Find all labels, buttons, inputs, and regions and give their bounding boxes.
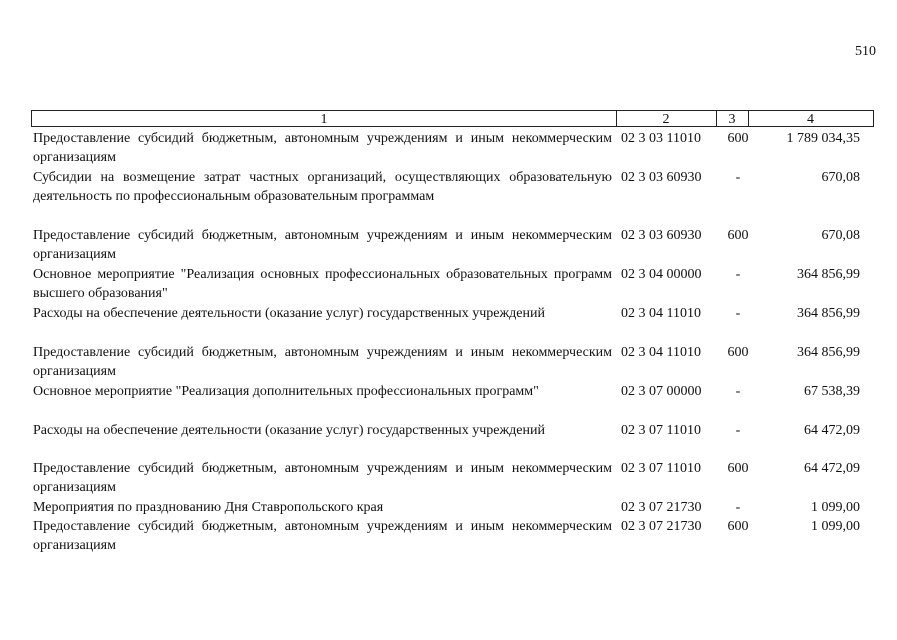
row-amount: 364 856,99	[797, 267, 860, 282]
row-type: -	[735, 423, 741, 438]
header-col-1: 1	[31, 110, 617, 127]
row-code: 02 3 03 60930	[621, 228, 702, 243]
row-amount: 670,08	[821, 170, 860, 185]
row-amount: 64 472,09	[804, 423, 860, 438]
row-type: -	[735, 267, 741, 282]
row-code: 02 3 07 11010	[621, 461, 701, 476]
row-type: 600	[727, 345, 749, 360]
row-description: Предоставление субсидий бюджетным, автономным учреждениям и иным некоммерческим организациям	[33, 345, 612, 379]
row-type: -	[735, 170, 741, 185]
row-amount: 364 856,99	[797, 306, 860, 321]
row-type: -	[735, 384, 741, 399]
row-amount: 64 472,09	[804, 461, 860, 476]
row-code: 02 3 07 11010	[621, 423, 701, 438]
row-amount: 670,08	[821, 228, 860, 243]
row-code: 02 3 07 21730	[621, 519, 702, 534]
row-code: 02 3 07 00000	[621, 384, 702, 399]
row-type: 600	[727, 461, 749, 476]
row-description: Предоставление субсидий бюджетным, автономным учреждениям и иным некоммерческим организациям	[33, 519, 612, 553]
page-number: 510	[855, 44, 876, 59]
row-code: 02 3 03 11010	[621, 131, 701, 146]
row-description: Предоставление субсидий бюджетным, автономным учреждениям и иным некоммерческим организациям	[33, 228, 612, 262]
row-amount: 364 856,99	[797, 345, 860, 360]
row-code: 02 3 04 11010	[621, 306, 701, 321]
row-description: Мероприятия по празднованию Дня Ставропольского края	[33, 500, 384, 515]
row-code: 02 3 03 60930	[621, 170, 702, 185]
row-description: Предоставление субсидий бюджетным, автономным учреждениям и иным некоммерческим организациям	[33, 131, 612, 165]
row-type: -	[735, 306, 741, 321]
row-amount: 1 789 034,35	[786, 131, 860, 146]
row-type: 600	[727, 131, 749, 146]
header-col-4: 4	[748, 110, 874, 127]
row-amount: 1 099,00	[811, 500, 860, 515]
row-type: 600	[727, 519, 749, 534]
row-description: Основное мероприятие "Реализация дополнительных профессиональных программ"	[33, 384, 539, 399]
header-col-2: 2	[616, 110, 717, 127]
row-description: Расходы на обеспечение деятельности (оказание услуг) государственных учреждений	[33, 306, 545, 321]
row-type: -	[735, 500, 741, 515]
row-code: 02 3 04 00000	[621, 267, 702, 282]
row-code: 02 3 04 11010	[621, 345, 701, 360]
row-amount: 1 099,00	[811, 519, 860, 534]
row-type: 600	[727, 228, 749, 243]
row-description: Расходы на обеспечение деятельности (оказание услуг) государственных учреждений	[33, 423, 545, 438]
table-header	[31, 110, 874, 128]
row-code: 02 3 07 21730	[621, 500, 702, 515]
row-amount: 67 538,39	[804, 384, 860, 399]
row-description: Предоставление субсидий бюджетным, автономным учреждениям и иным некоммерческим организациям	[33, 461, 612, 495]
row-description: Основное мероприятие "Реализация основных профессиональных образовательных программ высшего образования"	[33, 267, 612, 301]
header-col-3: 3	[716, 110, 749, 127]
row-description: Субсидии на возмещение затрат частных организаций, осуществляющих образовательную деятельность по профессиональным образовательным программам	[33, 170, 612, 204]
